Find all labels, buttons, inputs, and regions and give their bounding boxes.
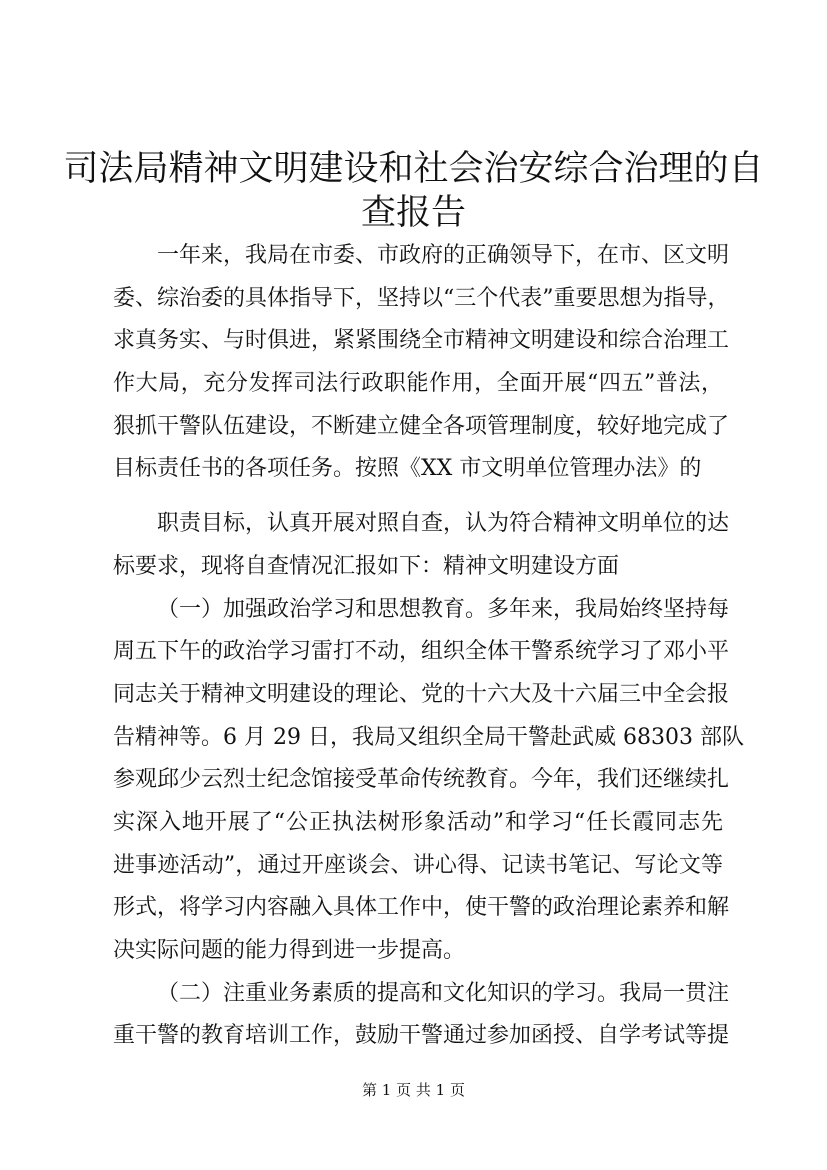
text-line: （一）加强政治学习和思想教育。多年来，我局始终坚持每 xyxy=(157,596,730,622)
text-line: （二）注重业务素质的提高和文化知识的学习。我局一贯注 xyxy=(157,980,730,1006)
text-line: 委、综治委的具体指导下，坚持以“三个代表”重要思想为指导， xyxy=(113,285,730,311)
paragraph-political-study xyxy=(113,589,744,973)
text-line: 实深入地开展了“公正执法树形象活动”和学习“任长霞同志先 xyxy=(113,809,723,835)
paragraph-gap xyxy=(113,491,723,503)
text-line: 告精神等。6 月 29 日，我局又组织全局干警赴武威 68303 部队 xyxy=(113,724,744,750)
text-line: 目标责任书的各项任务。按照《XX 市文明单位管理办法》的 xyxy=(113,456,702,482)
document-body xyxy=(113,235,744,1058)
document-title xyxy=(0,147,827,235)
text-line: 作大局，充分发挥司法行政职能作用，全面开展“四五”普法， xyxy=(113,371,723,397)
paragraph-intro xyxy=(113,235,730,491)
text-line: 同志关于精神文明建设的理论、党的十六大及十六届三中全会报 xyxy=(113,681,730,707)
title-line-2: 查报告 xyxy=(360,193,466,233)
text-line: 形式，将学习内容融入具体工作中，使干警的政治理论素养和解 xyxy=(113,895,730,921)
text-line: 狠抓干警队伍建设，不断建立健全各项管理制度，较好地完成了 xyxy=(113,413,730,439)
text-line: 重干警的教育培训工作，鼓励干警通过参加函授、自学考试等提 xyxy=(113,1023,730,1049)
text-line: 周五下午的政治学习雷打不动，组织全体干警系统学习了邓小平 xyxy=(113,639,730,665)
text-line: 进事迹活动”，通过开座谈会、讲心得、记读书笔记、写论文等 xyxy=(113,852,723,878)
text-line: 决实际问题的能力得到进一步提高。 xyxy=(113,938,466,963)
text-line: 求真务实、与时俱进，紧紧围绕全市精神文明建设和综合治理工 xyxy=(113,328,730,354)
title-line-1: 司法局精神文明建设和社会治安综合治理的自 xyxy=(63,149,764,189)
paragraph-business-quality xyxy=(113,973,730,1058)
text-line: 标要求，现将自查情况汇报如下：精神文明建设方面 xyxy=(113,553,620,579)
page-footer: 第 1 页 共 1 页 xyxy=(362,1081,465,1099)
text-line: 参观邱少云烈士纪念馆接受革命传统教育。今年，我们还继续扎 xyxy=(113,767,730,793)
text-line: 职责目标，认真开展对照自查，认为符合精神文明单位的达 xyxy=(157,511,730,537)
text-line: 一年来，我局在市委、市政府的正确领导下，在市、区文明 xyxy=(157,243,730,268)
paragraph-self-check xyxy=(113,503,730,588)
